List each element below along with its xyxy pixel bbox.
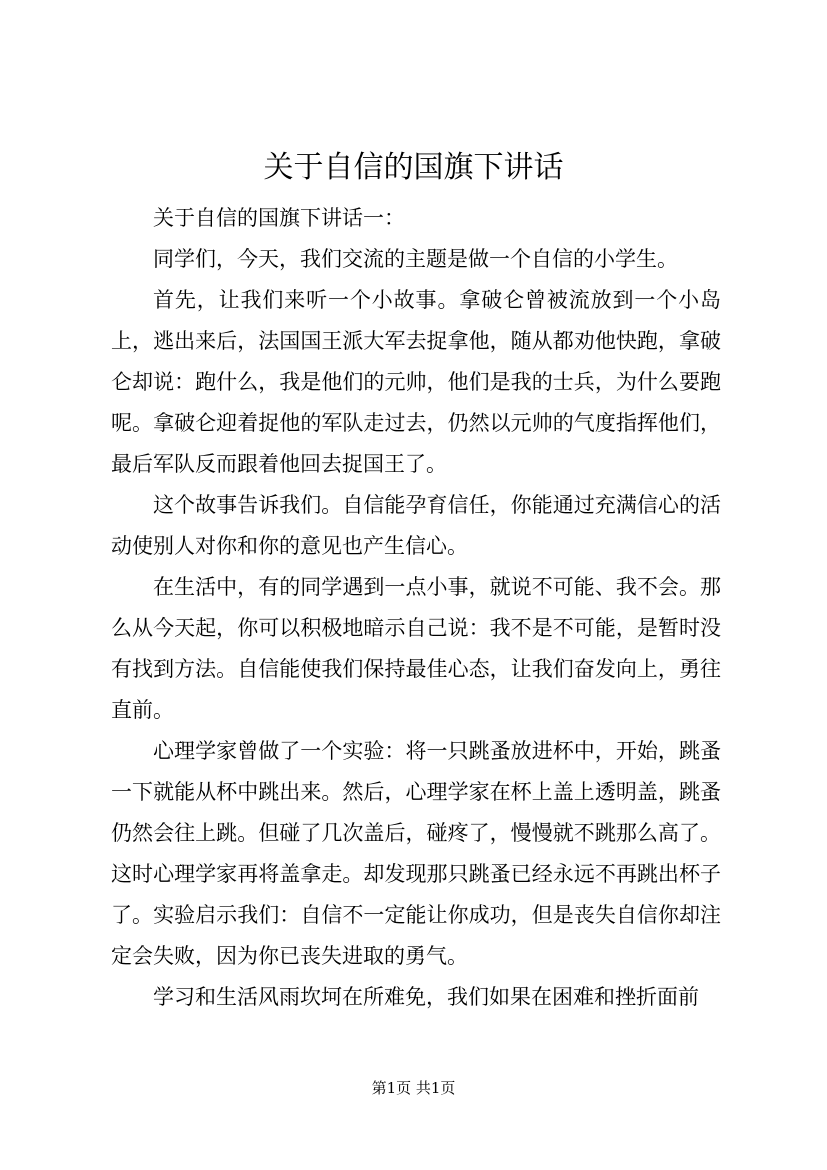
paragraph: 首先，让我们来听一个小故事。拿破仑曾被流放到一个小岛上，逃出来后，法国国王派大军去捉拿他，随从都劝他快跑，拿破仑却说：跑什么，我是他们的元帅，他们是我的士兵，为什么要跑呢。拿破仑迎着捉他的军队走过去，仍然以元帅的气度指挥他们，最后军队反而跟着他回去捉国王了。 [111, 288, 721, 476]
paragraph: 在生活中，有的同学遇到一点小事，就说不可能、我不会。那么从今天起，你可以积极地暗示自己说：我不是不可能，是暂时没有找到方法。自信能使我们保持最佳心态，让我们奋发向上，勇往直前。 [111, 575, 721, 722]
paragraph: 学习和生活风雨坎坷在所难免，我们如果在困难和挫折面前 [153, 985, 699, 1009]
paragraph: 心理学家曾做了一个实验：将一只跳蚤放进杯中，开始，跳蚤一下就能从杯中跳出来。然后，心理学家在杯上盖上透明盖，跳蚤仍然会往上跳。但碰了几次盖后，碰疼了，慢慢就不跳那么高了。这时心理学家再将盖拿走。却发现那只跳蚤已经永远不再跳出杯子了。实验启示我们：自信不一定能让你成功，但是丧失自信你却注定会失败，因为你已丧失进取的勇气。 [111, 739, 721, 968]
page-footer: 第1页 共1页 [371, 1079, 456, 1097]
paragraph: 关于自信的国旗下讲话一： [153, 206, 405, 230]
document-body [111, 198, 721, 1018]
document-title: 关于自信的国旗下讲话 [263, 150, 564, 185]
paragraph: 同学们，今天，我们交流的主题是做一个自信的小学生。 [153, 247, 678, 271]
paragraph: 这个故事告诉我们。自信能孕育信任，你能通过充满信心的活动使别人对你和你的意见也产生信心。 [111, 493, 721, 558]
